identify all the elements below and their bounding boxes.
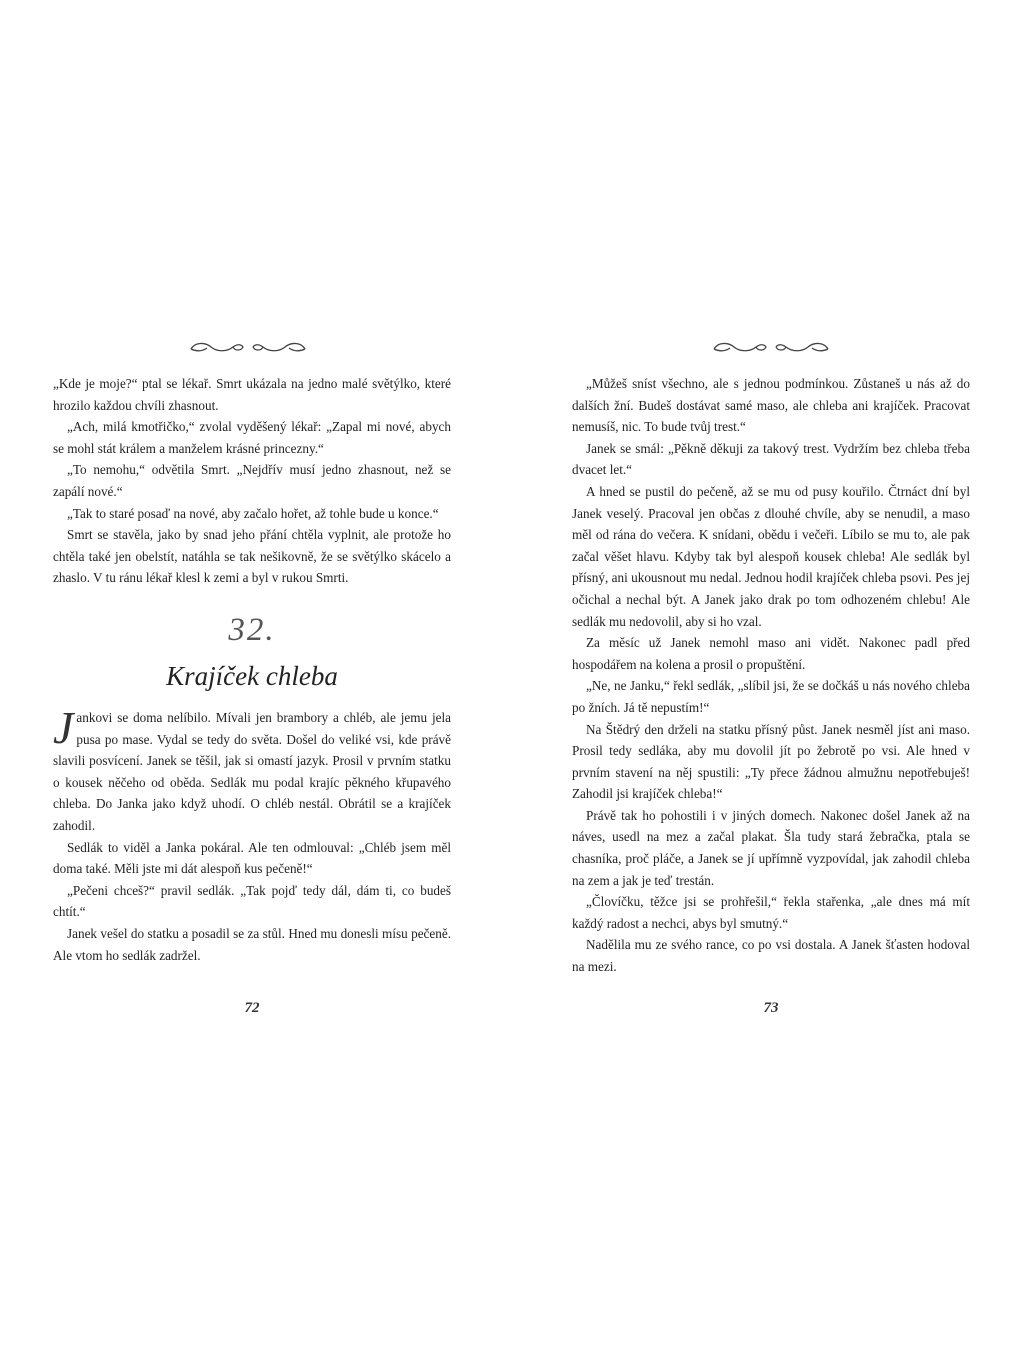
paragraph: „Tak to staré posaď na nové, aby začalo hořet, až tohle bude u konce.“ (67, 505, 439, 521)
paragraph: Smrt se stavěla, jako by snad jeho přání chtěla vyplnit, ale protože ho chtěla také jen obelstít, natáhla se tak nešikovně, že se světýlko skácelo a zhaslo. V tu ránu lékař klesl k zemi a byl v rukou Smrti. (53, 527, 451, 586)
paragraph: „Človíčku, těžce jsi se prohřešil,“ řekla stařenka, „ale dnes má mít každý radost a nechci, abys byl smutný.“ (572, 894, 970, 931)
text-block-before-chapter (53, 373, 451, 589)
chapter-number: 32. (228, 612, 276, 648)
paragraph: „Ne, ne Janku,“ řekl sedlák, „slíbil jsi, že se dočkáš u nás nového chleba po žních. Já tě nepustím!“ (572, 678, 970, 715)
paragraph: Janek vešel do statku a posadil se za stůl. Hned mu donesli mísu pečeně. Ale vtom ho sedlák zadržel. (53, 925, 451, 963)
first-paragraph-text: ankovi se doma nelíbilo. Mívali jen brambory a chléb, ale jemu jela pusa po mase. Vydal se tedy do světa. Došel do veliké vsi, kde právě slavili posvícení. Janek se těšil, jak si omastí jazyk. Prosil v prvním statku o kousek něčeho od oběda. Sedlák mu podal krajíc pěkného křupavého chleba. Do Janka jako když uhodí. O chléb nestál. Obrátil se a krajíček zahodil. (53, 710, 451, 833)
drop-cap: J (53, 702, 74, 753)
text-block-chapter (53, 702, 451, 966)
page-number: 72 (244, 1000, 260, 1016)
paragraph: Sedlák to viděl a Janka pokáral. Ale ten odmlouval: „Chléb jsem měl doma také. Měli jste mi dát alespoň kus pečeně!“ (53, 839, 451, 877)
paragraph: „Můžeš sníst všechno, ale s jednou podmínkou. Zůstaneš u nás až do dalších žní. Budeš dostávat samé maso, ale chleba ani krajíček. Pracovat nemusíš, nic. To bude tvůj trest.“ (572, 376, 970, 435)
paragraph: „To nemohu,“ odvětila Smrt. „Nejdřív musí jedno zhasnout, než se zapálí nové.“ (53, 462, 451, 499)
paragraph: Janek se smál: „Pěkně děkuji za takový trest. Vydržím bez chleba třeba dvacet let.“ (572, 440, 970, 478)
text-block-right (572, 373, 970, 978)
first-paragraph (53, 702, 451, 837)
paragraph: „Kde je moje?“ ptal se lékař. Smrt ukázala na jedno malé světýlko, které hrozilo každou chvíli zhasnout. (53, 376, 451, 413)
paragraph: Právě tak ho pohostili i v jiných domech. Nakonec došel Janek až na náves, usedl na mez a začal plakat. Šla tudy stará žebračka, ptala se chasníka, proč pláče, a Janek se jí upřímně vyzpovídal, jak zahodil chleba na zem a jak je teď trestán. (572, 807, 970, 888)
paragraph: „Pečeni chceš?“ pravil sedlák. „Tak pojď tedy dál, dám ti, co budeš chtít.“ (53, 882, 451, 920)
page-number: 73 (763, 1000, 779, 1016)
paragraph: Nadělila mu ze svého rance, co po vsi dostala. A Janek šťasten hodoval na mezi. (572, 937, 970, 975)
flourish-ornament-icon (189, 340, 307, 354)
paragraph: Za měsíc už Janek nemohl maso ani vidět. Nakonec padl před hospodářem na kolena a prosil o propuštění. (572, 635, 970, 672)
flourish-ornament-icon (712, 340, 830, 354)
chapter-title: Krajíček chleba (166, 661, 338, 691)
paragraph: Na Štědrý den drželi na statku přísný půst. Janek nesměl jíst ani maso. Prosil tedy sedláka, aby mu dovolil jít po žebrotě po vsi. Ale hned v prvním stavení na něj spustili: „Ty přece žádnou almužnu nepotřebuješ! Zahodil jsi krajíček chleba!“ (572, 721, 970, 802)
paragraph: „Ach, milá kmotřičko,“ zvolal vyděšený lékař: „Zapal mi nové, abych se mohl stát králem a manželem krásné princezny.“ (53, 419, 451, 456)
paragraph: A hned se pustil do pečeně, až se mu od pusy kouřilo. Čtrnáct dní byl Janek veselý. Pracoval jen občas z dlouhé chvíle, aby se nenudil, a maso měl od rána do večera. K snídani, obědu i večeři. Líbilo se mu to, ale pak začal věšet hlavu. Kdyby tak byl alespoň kousek chleba! Ale sedlák byl přísný, ani ukousnout mu nedal. Jednou hodil krajíček chleba psovi. Pes jej očichal a nechal být. A Janek jako drak po tom odhozeném chlebu! Ale sedlák mu nedovolil, aby si ho vzal. (572, 483, 970, 629)
